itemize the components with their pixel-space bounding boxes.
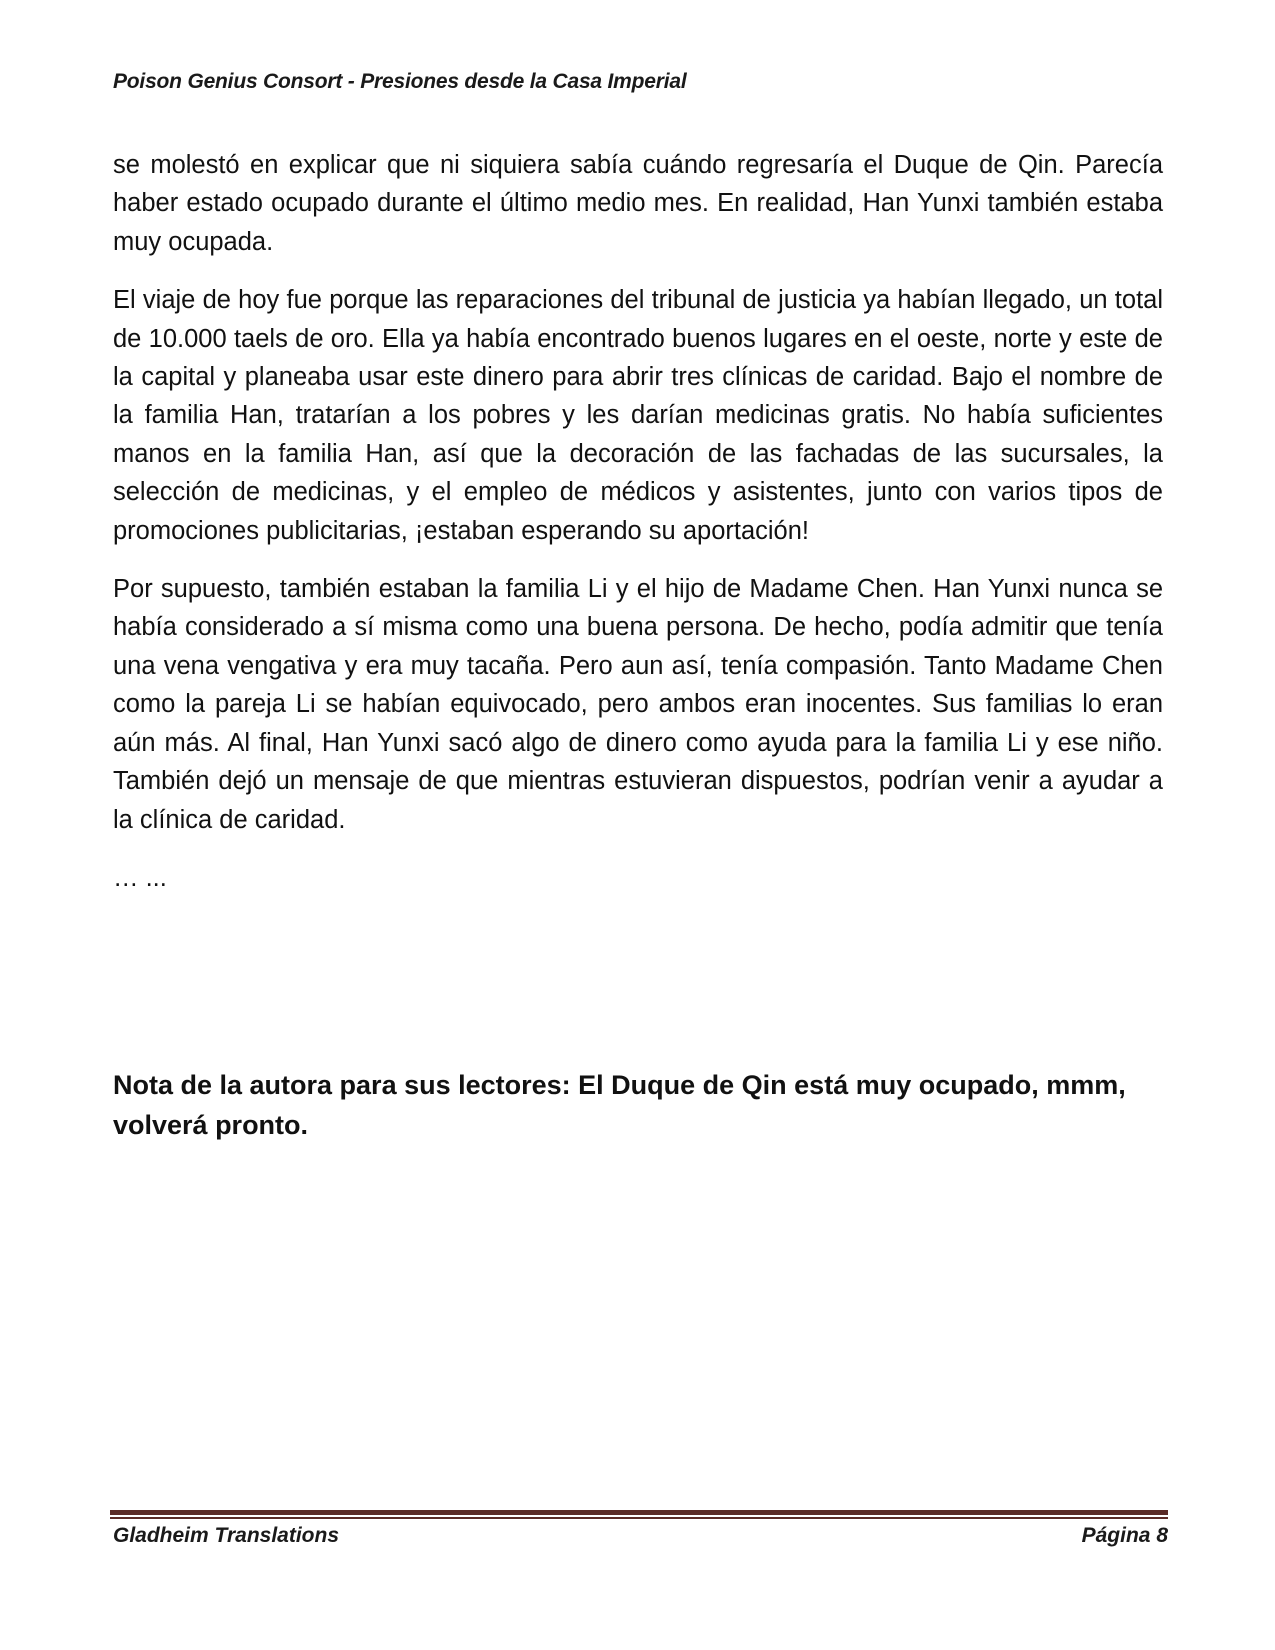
page-header-title: Poison Genius Consort - Presiones desde la Casa Imperial: [113, 70, 687, 93]
footer-page-number: Página 8: [1081, 1524, 1168, 1547]
body-paragraph-2: El viaje de hoy fue porque las reparaciones del tribunal de justicia ya habían llegado, un total de 10.000 taels de oro. Ella ya había encontrado buenos lugares en el oeste, norte y este de la capital y planeaba usar este dinero para abrir tres clínicas de caridad. Bajo el nombre de la familia Han, tratarían a los pobres y les darían medicinas gratis. No había suficientes manos en la familia Han, así que la decoración de las fachadas de las sucursales, la selección de medicinas, y el empleo de médicos y asistentes, junto con varios tipos de promociones publicitarias, ¡estaban esperando su aportación!: [113, 286, 1163, 545]
footer-divider-thin: [110, 1517, 1168, 1519]
body-paragraph-1: se molestó en explicar que ni siquiera sabía cuándo regresaría el Duque de Qin. Parecía haber estado ocupado durante el último medio mes. En realidad, Han Yunxi también estaba muy ocupada.: [113, 151, 1163, 256]
document-body: [113, 146, 1163, 897]
footer-divider-thick: [110, 1510, 1168, 1515]
body-paragraph-3: Por supuesto, también estaban la familia Li y el hijo de Madame Chen. Han Yunxi nunca se había considerado a sí misma como una buena persona. De hecho, podía admitir que tenía una vena vengativa y era muy tacaña. Pero aun así, tenía compasión. Tanto Madame Chen como la pareja Li se habían equivocado, pero ambos eran inocentes. Sus familias lo eran aún más. Al final, Han Yunxi sacó algo de dinero como ayuda para la familia Li y ese niño. También dejó un mensaje de que mientras estuvieran dispuestos, podrían venir a ayudar a la clínica de caridad.: [113, 575, 1163, 834]
footer-publisher: Gladheim Translations: [113, 1524, 340, 1547]
section-ellipsis: … ...: [113, 863, 167, 892]
author-note: Nota de la autora para sus lectores: El Duque de Qin está muy ocupado, mmm, volverá pronto.: [113, 1070, 1126, 1140]
footer-divider: [110, 1510, 1168, 1519]
